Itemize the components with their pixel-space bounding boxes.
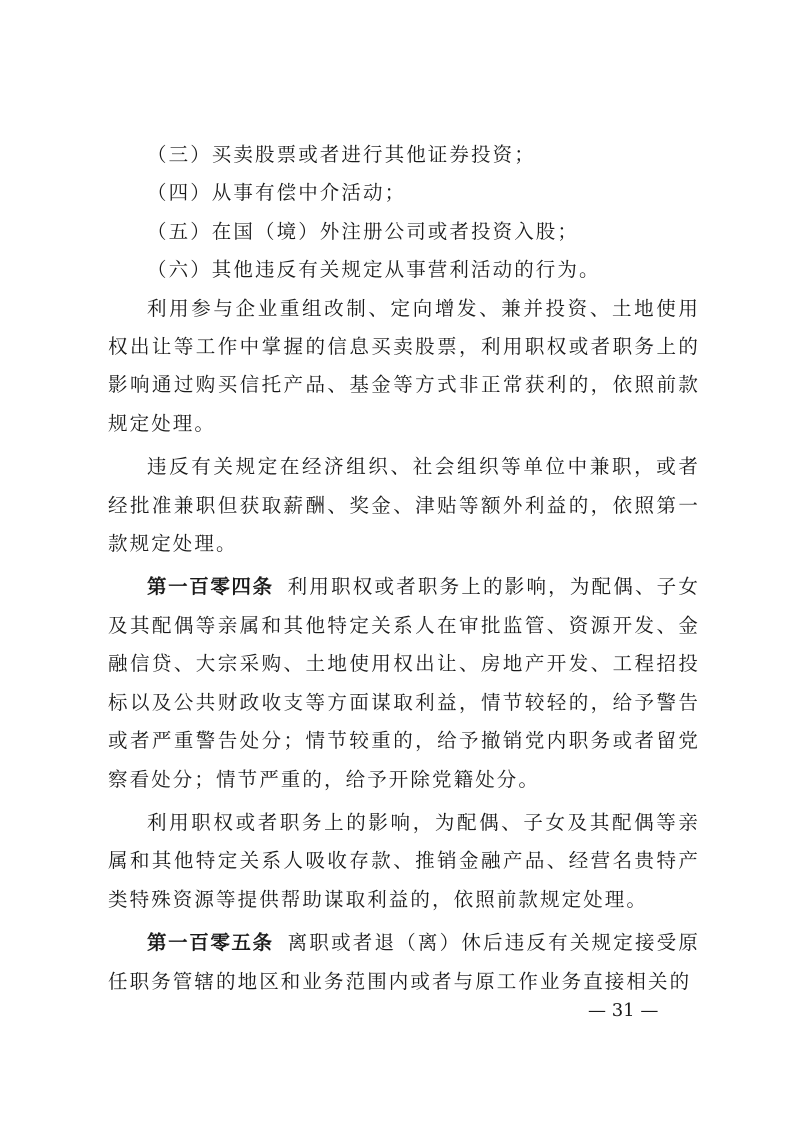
body-paragraph: 利用职权或者职务上的影响，为配偶、子女及其配偶等亲属和其他特定关系人吸收存款、推销金融产品、经营名贵特产类特殊资源等提供帮助谋取利益的，依照前款规定处理。 bbox=[108, 810, 700, 911]
article-title: 第一百零五条 bbox=[147, 931, 274, 955]
list-item-3: （三）买卖股票或者进行其他证券投资； bbox=[147, 143, 536, 166]
article-text: 离职或者退（离）休后违反有关规定接受原任职务管辖的地区和业务范围内或者与原工作业务直接相关的 bbox=[108, 931, 700, 993]
article-paragraph bbox=[108, 568, 700, 798]
list-item-6: （六）其他违反有关规定从事营利活动的行为。 bbox=[147, 258, 601, 282]
article-paragraph bbox=[108, 924, 700, 1001]
body-paragraph: 违反有关规定在经济组织、社会组织等单位中兼职，或者经批准兼职但获取薪酬、奖金、津贴等额外利益的，依照第一款规定处理。 bbox=[108, 455, 700, 556]
list-item-5: （五）在国（境）外注册公司或者投资入股； bbox=[147, 219, 580, 243]
body-paragraph: 利用参与企业重组改制、定向增发、兼并投资、土地使用权出让等工作中掌握的信息买卖股票，利用职权或者职务上的影响通过购买信托产品、基金等方式非正常获利的，依照前款规定处理。 bbox=[108, 296, 700, 435]
article-title: 第一百零四条 bbox=[147, 575, 274, 599]
page-number: — 31 — bbox=[588, 1000, 659, 1021]
document-body bbox=[108, 136, 700, 1001]
list-item-4: （四）从事有偿中介活动； bbox=[147, 181, 407, 205]
article-text: 利用职权或者职务上的影响，为配偶、子女及其配偶等亲属和其他特定关系人在审批监管、资源开发、金融信贷、大宗采购、土地使用权出让、房地产开发、工程招投标以及公共财政收支等方面谋取利益，情节较轻的，给予警告或者严重警告处分；情节较重的，给予撤销党内职务或者留党察看处分；情节严重的，给予开除党籍处分。 bbox=[108, 575, 700, 791]
